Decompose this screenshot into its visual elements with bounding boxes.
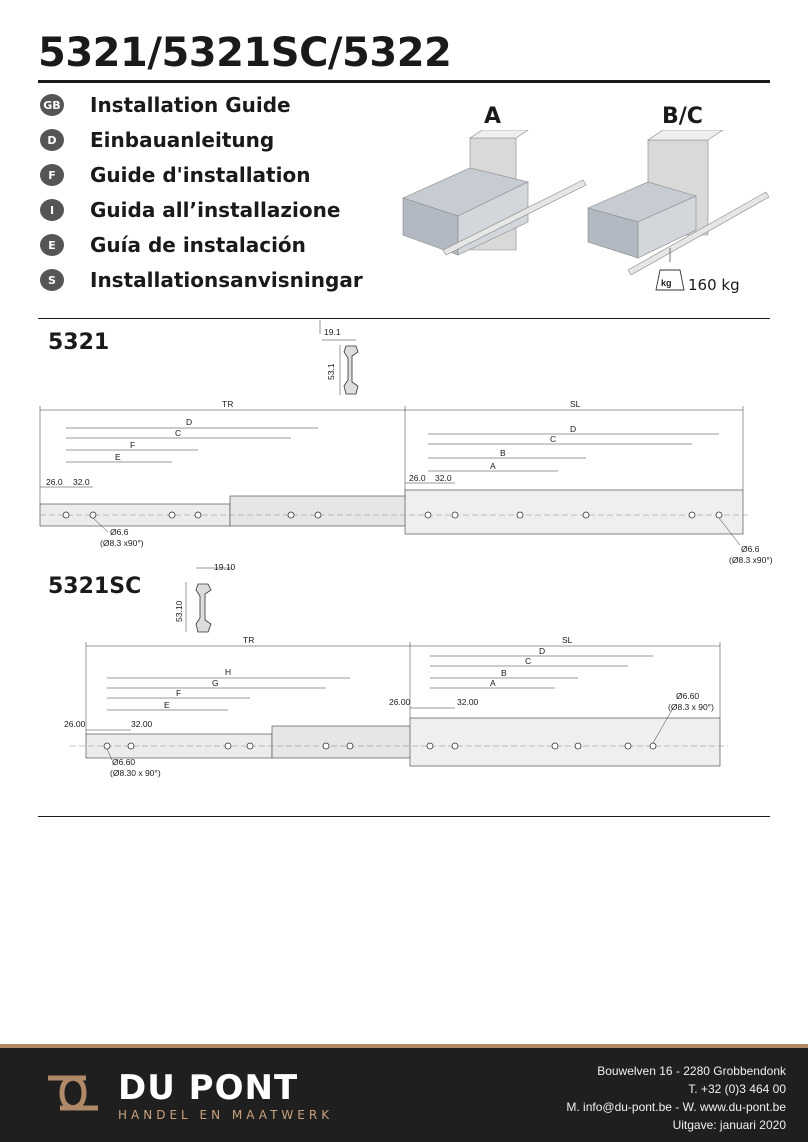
profile-height-label: 53.1 <box>326 363 336 380</box>
hole-right-label-sc: Ø6.60 <box>676 691 700 701</box>
section-title-5321: 5321 <box>48 330 110 355</box>
hole-left-label: Ø6.6 <box>110 527 129 537</box>
dim-32-sc: 32.00 <box>131 719 153 729</box>
dim-sl: SL <box>570 399 581 409</box>
lang-badge: D <box>40 129 64 151</box>
hole-left-sub: (Ø8.3 x90°) <box>100 538 144 548</box>
lang-badge: F <box>40 164 64 186</box>
lang-label: Installationsanvisningar <box>90 268 363 292</box>
title-rule <box>38 80 770 83</box>
dim-f-sc: F <box>176 688 182 698</box>
profile-5321 <box>320 320 358 395</box>
hole-left-label-sc: Ø6.60 <box>112 757 136 767</box>
dim-sl-sc: SL <box>562 635 573 645</box>
dim-b-sc: B <box>501 668 507 678</box>
label-a: A <box>484 104 502 129</box>
dim-32: 32.0 <box>73 477 90 487</box>
section-rule-1 <box>38 318 770 319</box>
footer-address: Bouwelven 16 - 2280 Grobbendonk <box>597 1064 786 1078</box>
dim-b: B <box>500 448 506 458</box>
lang-item-s <box>40 267 363 293</box>
dim-32-right: 32.0 <box>435 473 452 483</box>
lang-badge: GB <box>40 94 64 116</box>
footer-contact: M. info@du-pont.be - W. www.du-pont.be <box>566 1100 786 1114</box>
lang-item-d <box>40 127 274 153</box>
lang-item-e <box>40 232 306 258</box>
load-capacity: 160 kg <box>688 276 740 294</box>
drawer-illustration <box>398 130 778 300</box>
lang-badge: E <box>40 234 64 256</box>
dim-c: C <box>175 428 182 438</box>
lang-item-gb <box>40 92 291 118</box>
brand-tagline: HANDEL EN MAATWERK <box>118 1108 334 1122</box>
dim-26-sc: 26.00 <box>64 719 86 729</box>
section-title-5321sc: 5321SC <box>48 574 142 599</box>
lang-item-i <box>40 197 340 223</box>
document-title: 5321/5321SC/5322 <box>38 30 452 76</box>
lang-label: Installation Guide <box>90 93 291 117</box>
footer-phone: T. +32 (0)3 464 00 <box>688 1082 786 1096</box>
diagram-5321sc <box>0 560 808 800</box>
lang-badge: I <box>40 199 64 221</box>
rail-inner-5321sc <box>410 718 720 766</box>
hole-right-label: Ø6.6 <box>741 544 760 554</box>
dim-26: 26.0 <box>46 477 63 487</box>
dim-a: A <box>490 461 496 471</box>
dim-26-right-sc: 26.00 <box>389 697 411 707</box>
brand-logo-icon <box>40 1068 106 1118</box>
footer-edition: Uitgave: januari 2020 <box>672 1118 786 1132</box>
profile-width-label-sc: 19.10 <box>214 562 236 572</box>
diagram-5321 <box>0 320 808 570</box>
dim-c-right: C <box>550 434 557 444</box>
footer-accent-bar <box>0 1044 808 1048</box>
hole-left-sub-sc: (Ø8.30 x 90°) <box>110 768 161 778</box>
dim-tr-sc: TR <box>243 635 255 645</box>
weight-unit: kg <box>661 278 672 288</box>
lang-item-f <box>40 162 310 188</box>
dim-d-right: D <box>570 424 577 434</box>
profile-5321sc <box>174 562 236 632</box>
dim-g-sc: G <box>212 678 219 688</box>
dim-32-right-sc: 32.00 <box>457 697 479 707</box>
lang-badge: S <box>40 269 64 291</box>
dim-h-sc: H <box>225 667 232 677</box>
lang-label: Guía de instalación <box>90 233 306 257</box>
dim-d: D <box>186 417 193 427</box>
dim-e: E <box>115 452 121 462</box>
profile-width-label: 19.1 <box>324 327 341 337</box>
lang-label: Guida all’installazione <box>90 198 341 222</box>
lang-label: Guide d'installation <box>90 163 311 187</box>
dim-e-sc: E <box>164 700 170 710</box>
hole-right-sub-sc: (Ø8.3 x 90°) <box>668 702 714 712</box>
section-rule-2 <box>38 816 770 817</box>
lang-label: Einbauanleitung <box>90 128 275 152</box>
profile-height-label-sc: 53.10 <box>174 600 184 622</box>
dim-a-sc: A <box>490 678 496 688</box>
dim-d-sc: D <box>539 646 546 656</box>
dim-c-sc: C <box>525 656 532 666</box>
brand-name: DU PONT <box>118 1068 299 1108</box>
hole-right-sub: (Ø8.3 x90°) <box>729 555 773 565</box>
dim-26-right: 26.0 <box>409 473 426 483</box>
label-bc: B/C <box>662 104 703 129</box>
dim-f: F <box>130 440 136 450</box>
dim-tr: TR <box>222 399 234 409</box>
